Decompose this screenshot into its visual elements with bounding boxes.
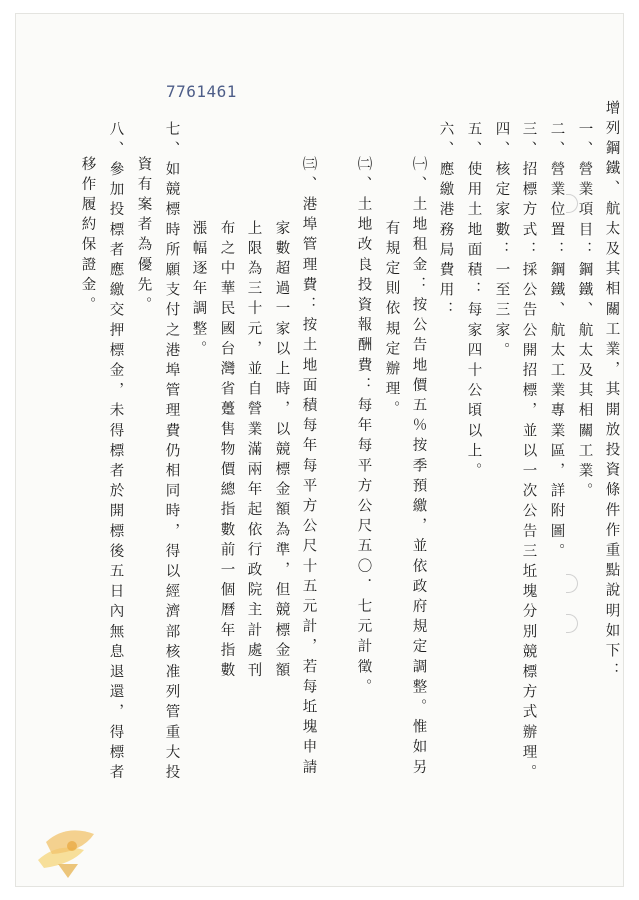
subitem-1-land-rent: ㈠、土地租金：按公告地價五％按季預繳，並依政府規定調整。惟如另 — [410, 156, 427, 780]
document-page — [16, 14, 623, 886]
item-8-bid-bond: 八、參加投標者應繳交押標金，未得標者於開標後五日內無息退還，得標者 — [107, 121, 124, 785]
subitem-3-line-2: 家數超過一家以上時，以競標金額為準，但競標金額 — [273, 220, 290, 683]
item-4-number-of-firms: 四、核定家數：一至三家。 — [493, 121, 510, 363]
subitem-3-line-4: 布之中華民國台灣省躉售物價總指數前一個曆年指數 — [218, 220, 235, 683]
subitem-2-land-improvement-fee: ㈡、土地改良投資報酬費：每年每平方公尺五〇．七元計徵。 — [355, 156, 372, 699]
item-8-continued: 移作履約保證金。 — [79, 156, 96, 317]
item-3-bidding-method: 三、招標方式：採公告公開招標，並以一次公告三坵塊分別競標方式辦理。 — [520, 121, 537, 785]
binding-hole-middle — [566, 574, 578, 593]
item-7-tie-break: 七、如競標時所願支付之港埠管理費仍相同時，得以經濟部核准列管重大投 — [163, 121, 180, 785]
item-7-continued: 資有案者為優先。 — [135, 156, 152, 317]
item-5-land-area: 五、使用土地面積：每家四十公頃以上。 — [465, 121, 482, 483]
item-1-business-scope: 一、營業項目：鋼鐵、航太及其相關工業。 — [576, 121, 593, 503]
subitem-1-continued: 有規定則依規定辦理。 — [383, 220, 400, 421]
item-6-port-fees: 六、應繳港務局費用： — [437, 121, 454, 322]
item-2-location: 二、營業位置：鋼鐵、航太工業專業區，詳附圖。 — [548, 121, 565, 564]
reference-number: 7761461 — [166, 82, 237, 101]
subitem-3-line-3: 上限為三十元，並自營業滿兩年起依行政院主計處刊 — [245, 220, 262, 683]
archive-seal-icon — [28, 812, 112, 880]
subitem-3-port-management-fee: ㈢、港埠管理費：按土地面積每年每平方公尺十五元計，若每坵塊申請 — [300, 156, 317, 780]
intro-line: 增列鋼鐵、航太及其相關工業，其開放投資條件作重點說明如下： — [603, 100, 620, 683]
binding-hole-bottom — [566, 614, 578, 633]
subitem-3-line-5: 漲幅逐年調整。 — [190, 220, 207, 361]
